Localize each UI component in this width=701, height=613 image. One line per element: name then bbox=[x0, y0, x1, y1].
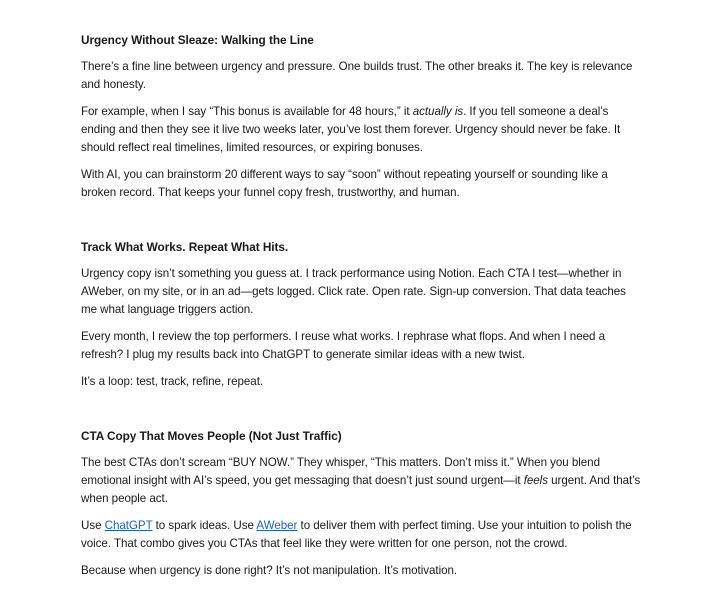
paragraph: Because when urgency is done right? It’s not manipulation. It’s motivation. bbox=[81, 564, 458, 577]
section-spacer bbox=[81, 400, 641, 427]
section-urgency-without-sleaze bbox=[81, 31, 641, 202]
section-cta-copy bbox=[81, 427, 641, 580]
paragraph-text: The best CTAs don’t scream “BUY NOW.” They whisper, “This matters. Don’t miss it.” When you blend emotional insight with AI’s speed, you get messaging that doesn’t just sound urgent—it bbox=[81, 456, 600, 487]
section-heading: Track What Works. Repeat What Hits. bbox=[81, 240, 289, 254]
section-track-what-works bbox=[81, 238, 641, 391]
paragraph: There’s a fine line between urgency and pressure. One builds trust. The other breaks it. The key is relevance and honesty. bbox=[81, 60, 633, 91]
paragraph-text: For example, when I say “This bonus is available for 48 hours,” it bbox=[81, 105, 413, 118]
paragraph-text: . If you tell someone a deal’s ending and then they see it live two weeks later, you’ve lost them forever. Urgency should never be fake. It should reflect real timelines, limited resources, or expiring bonuses. bbox=[81, 105, 621, 154]
paragraph: With AI, you can brainstorm 20 different ways to say “soon” without repeating yourself or sounding like a broken record. That keeps your funnel copy fresh, trustworthy, and human. bbox=[81, 168, 608, 199]
paragraph: Every month, I review the top performers. I reuse what works. I rephrase what flops. And when I need a refresh? I plug my results back into ChatGPT to generate similar ideas with a new twist. bbox=[81, 330, 605, 361]
paragraph bbox=[81, 103, 641, 157]
paragraph-text: to spark ideas. Use bbox=[152, 519, 257, 532]
paragraph-text: to deliver them with perfect timing. Use your intuition to polish the voice. That combo gives you CTAs that feel like they were written for one person, not the crowd. bbox=[81, 519, 632, 550]
section-heading: CTA Copy That Moves People (Not Just Traffic) bbox=[81, 429, 342, 443]
emphasis-text: feels bbox=[523, 474, 548, 487]
aweber-link[interactable]: AWeber bbox=[256, 519, 298, 532]
section-spacer bbox=[81, 211, 641, 238]
section-heading: Urgency Without Sleaze: Walking the Line bbox=[81, 33, 314, 47]
paragraph-text: urgent. And that’s when people act. bbox=[81, 474, 641, 505]
paragraph-text: Use bbox=[81, 519, 105, 532]
paragraph: It’s a loop: test, track, refine, repeat. bbox=[81, 375, 264, 388]
chatgpt-link[interactable]: ChatGPT bbox=[104, 519, 153, 532]
document-body bbox=[81, 31, 641, 589]
paragraph bbox=[81, 517, 641, 553]
paragraph bbox=[81, 454, 641, 508]
emphasis-text: actually is bbox=[412, 105, 464, 118]
paragraph: Urgency copy isn’t something you guess at. I track performance using Notion. Each CTA I test—whether in AWeber, on my site, or in an ad—gets logged. Click rate. Open rate. Sign-up conversion. That data teaches me what language triggers action. bbox=[81, 267, 626, 316]
